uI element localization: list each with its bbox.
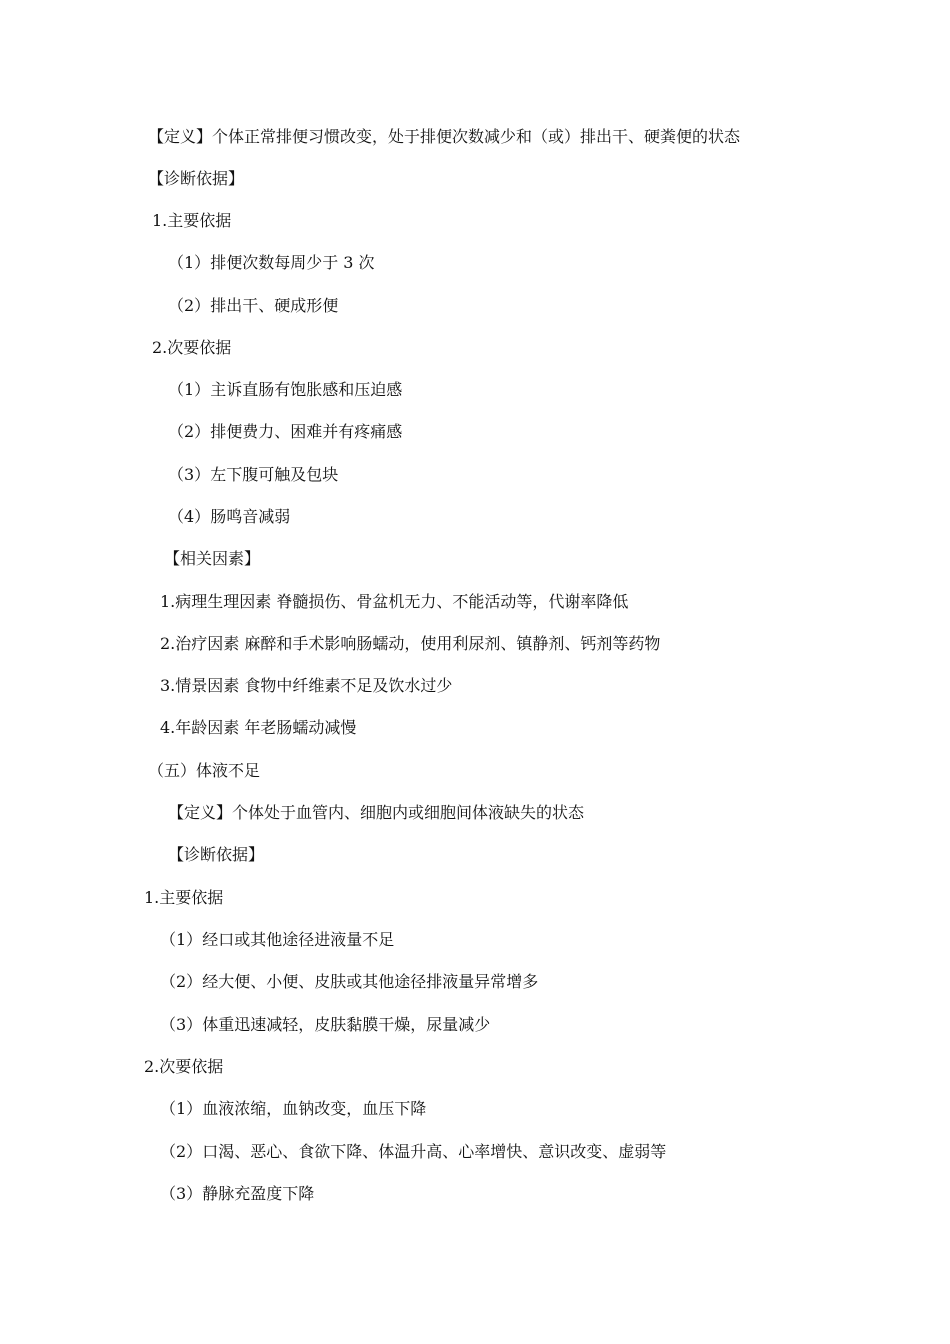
subitem bbox=[168, 380, 402, 400]
line-text: 次要依据 bbox=[167, 338, 232, 357]
definition-line bbox=[168, 803, 584, 823]
line-text: 静脉充盈度下降 bbox=[202, 1184, 315, 1203]
numbered-item bbox=[160, 718, 356, 738]
subitem bbox=[160, 1184, 314, 1204]
subitem bbox=[168, 422, 402, 442]
section-heading bbox=[148, 169, 244, 189]
line-text: 经大便、小便、皮肤或其他途径排液量异常增多 bbox=[202, 972, 539, 991]
line-text: 排便次数每周少于 3 次 bbox=[210, 253, 375, 272]
numbered-item bbox=[160, 634, 660, 654]
item-number: （1） bbox=[160, 930, 203, 949]
line-text: 治疗因素 麻醉和手术影响肠蠕动，使用利尿剂、镇静剂、钙剂等药物 bbox=[175, 634, 661, 653]
line-text: 年龄因素 年老肠蠕动减慢 bbox=[175, 718, 357, 737]
subitem bbox=[160, 1015, 490, 1035]
subitem bbox=[168, 507, 290, 527]
item-number: 2. bbox=[160, 634, 176, 653]
item-number: 2. bbox=[144, 1057, 160, 1076]
subitem bbox=[160, 930, 394, 950]
line-text: 排出干、硬成形便 bbox=[210, 296, 339, 315]
line-text: 个体处于血管内、细胞内或细胞间体液缺失的状态 bbox=[232, 803, 585, 822]
item-number: （3） bbox=[160, 1015, 203, 1034]
item-number: （3） bbox=[160, 1184, 203, 1203]
line-text: 肠鸣音减弱 bbox=[210, 507, 291, 526]
line-text: 体重迅速减轻，皮肤黏膜干燥，尿量减少 bbox=[202, 1015, 491, 1034]
item-number: 3. bbox=[160, 676, 176, 695]
line-text: 排便费力、困难并有疼痛感 bbox=[210, 422, 403, 441]
item-number: 2. bbox=[152, 338, 168, 357]
line-text: 主诉直肠有饱胀感和压迫感 bbox=[210, 380, 403, 399]
numbered-item bbox=[160, 592, 628, 612]
definition-line bbox=[148, 127, 740, 147]
section-label: 【定义】 bbox=[168, 803, 233, 822]
subitem bbox=[168, 253, 375, 273]
section-heading bbox=[164, 549, 260, 569]
line-text: 主要依据 bbox=[159, 888, 224, 907]
line-text: 体液不足 bbox=[196, 761, 261, 780]
item-number: （4） bbox=[168, 507, 211, 526]
line-text: 病理生理因素 脊髓损伤、骨盆机无力、不能活动等，代谢率降低 bbox=[175, 592, 629, 611]
section-label: 【定义】 bbox=[148, 127, 213, 146]
numbered-item bbox=[160, 676, 452, 696]
item-number: （1） bbox=[160, 1099, 203, 1118]
numbered-item bbox=[144, 1057, 223, 1077]
numbered-item bbox=[144, 888, 223, 908]
item-number: 1. bbox=[144, 888, 160, 907]
section-label: 【诊断依据】 bbox=[148, 169, 245, 188]
section-label: 【相关因素】 bbox=[164, 549, 261, 568]
item-number: （1） bbox=[168, 380, 211, 399]
subitem bbox=[168, 296, 338, 316]
item-number: （2） bbox=[160, 972, 203, 991]
item-number: （2） bbox=[168, 422, 211, 441]
item-number: 4. bbox=[160, 718, 176, 737]
item-number: （3） bbox=[168, 465, 211, 484]
section-number: （五） bbox=[148, 761, 197, 780]
numbered-item bbox=[152, 338, 231, 358]
item-number: 1. bbox=[160, 592, 176, 611]
line-text: 血液浓缩，血钠改变，血压下降 bbox=[202, 1099, 427, 1118]
numbered-item bbox=[152, 211, 231, 231]
section-label: 【诊断依据】 bbox=[168, 845, 265, 864]
item-number: 1. bbox=[152, 211, 168, 230]
line-text: 个体正常排便习惯改变，处于排便次数减少和（或）排出干、硬粪便的状态 bbox=[212, 127, 741, 146]
line-text: 情景因素 食物中纤维素不足及饮水过少 bbox=[175, 676, 453, 695]
line-text: 经口或其他途径进液量不足 bbox=[202, 930, 395, 949]
subitem bbox=[160, 972, 538, 992]
item-number: （2） bbox=[160, 1142, 203, 1161]
item-number: （2） bbox=[168, 296, 211, 315]
subitem bbox=[160, 1099, 426, 1119]
line-text: 左下腹可触及包块 bbox=[210, 465, 339, 484]
subitem bbox=[160, 1142, 666, 1162]
line-text: 口渴、恶心、食欲下降、体温升高、心率增快、意识改变、虚弱等 bbox=[202, 1142, 667, 1161]
section-heading bbox=[148, 761, 260, 781]
subitem bbox=[168, 465, 338, 485]
item-number: （1） bbox=[168, 253, 211, 272]
line-text: 主要依据 bbox=[167, 211, 232, 230]
line-text: 次要依据 bbox=[159, 1057, 224, 1076]
section-heading bbox=[168, 845, 264, 865]
